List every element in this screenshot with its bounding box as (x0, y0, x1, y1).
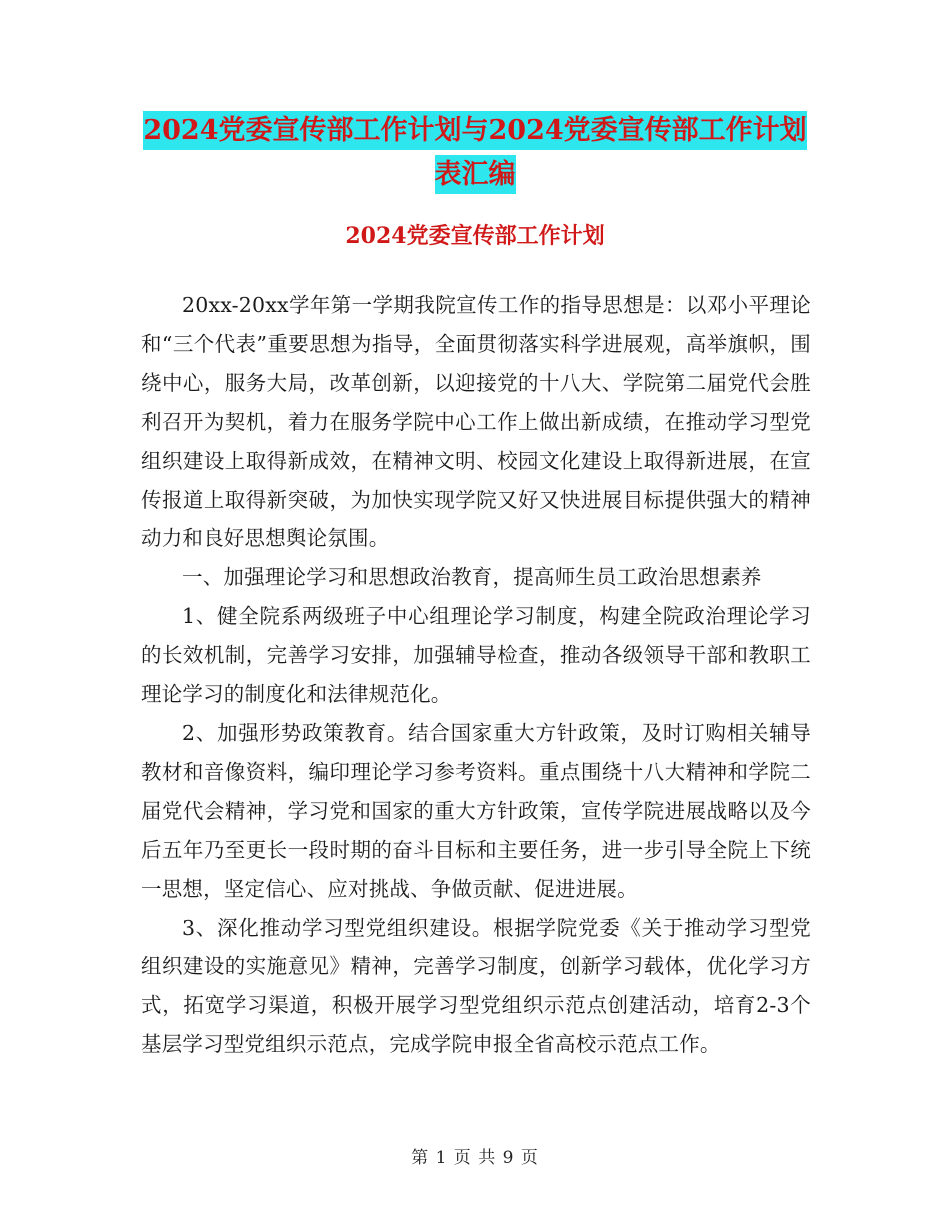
paragraph-item-3: 3、深化推动学习型党组织建设。根据学院党委《关于推动学习型党组织建设的实施意见》精神，完善学习制度，创新学习载体，优化学习方式，拓宽学习渠道，积极开展学习型党组织示范点创建活动，培育2-3个基层学习型党组织示范点，完成学院申报全省高校示范点工作。 (141, 915, 811, 1057)
paragraph-intro: 20xx-20xx学年第一学期我院宣传工作的指导思想是：以邓小平理论和“三个代表”重要思想为指导，全面贯彻落实科学进展观，高举旗帜，围绕中心，服务大局，改革创新，以迎接党的十八大、学院第二届党代会胜利召开为契机，着力在服务学院中心工作上做出新成绩，在推动学习型党组织建设上取得新成效，在精神文明、校园文化建设上取得新进展，在宣传报道上取得新突破，为加快实现学院又好又快进展目标提供强大的精神动力和良好思想舆论氛围。 (141, 293, 811, 551)
page-footer: 第 1 页 共 9 页 (411, 1148, 539, 1168)
document-title-line-2 (0, 148, 950, 202)
paragraph-item-2: 2、加强形势政策教育。结合国家重大方针政策，及时订购相关辅导教材和音像资料，编印理论学习参考资料。重点围绕十八大精神和学院二届党代会精神，学习党和国家的重大方针政策，宣传学院进展战略以及今后五年乃至更长一段时期的奋斗目标和主要任务，进一步引导全院上下统一思想，坚定信心、应对挑战、争做贡献、促进进展。 (141, 720, 811, 901)
title-highlight-1: 2024党委宣传部工作计划与2024党委宣传部工作计划 (143, 111, 806, 150)
title-highlight-2: 表汇编 (435, 155, 516, 194)
section-title: 2024党委宣传部工作计划 (345, 223, 605, 249)
paragraph-heading-1: 一、加强理论学习和思想政治教育，提高师生员工政治思想素养 (182, 565, 762, 590)
body-text (141, 286, 811, 1064)
paragraph-item-1: 1、健全院系两级班子中心组理论学习制度，构建全院政治理论学习的长效机制，完善学习安排，加强辅导检查，推动各级领导干部和教职工理论学习的制度化和法律规范化。 (141, 604, 811, 707)
